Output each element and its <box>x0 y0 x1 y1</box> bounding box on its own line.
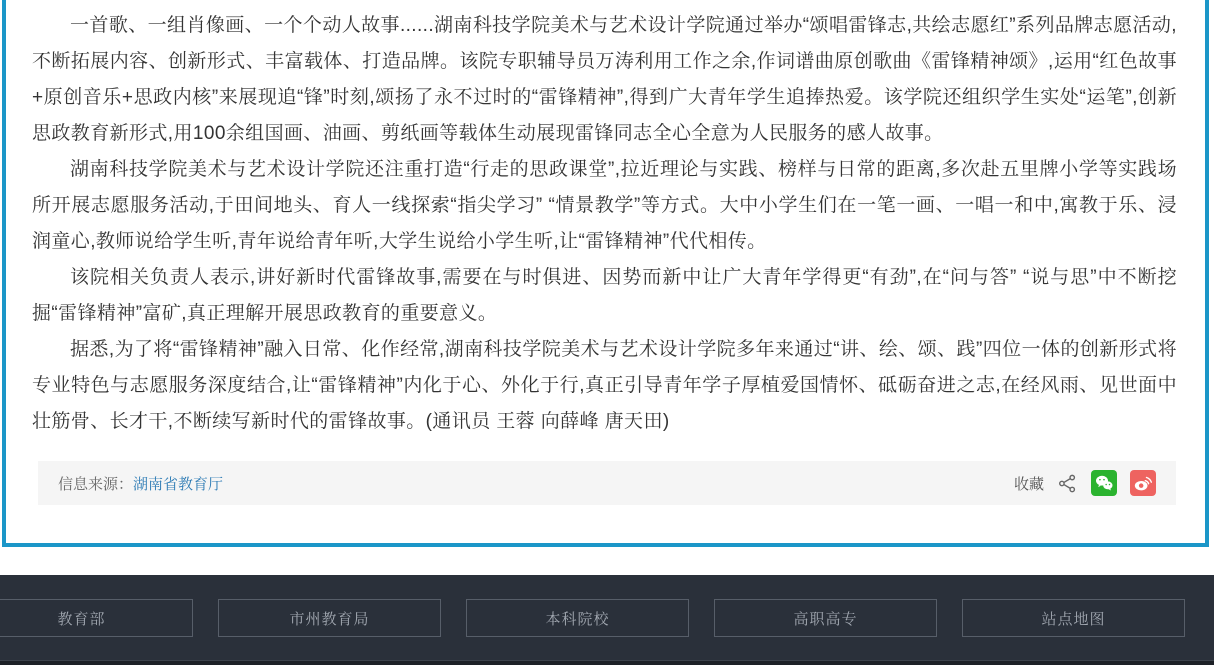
footer-link-vocational[interactable]: 高职高专 <box>714 599 937 637</box>
article-paragraph: 湖南科技学院美术与艺术设计学院还注重打造“行走的思政课堂”,拉近理论与实践、榜样与日常的距离,多次赴五里牌小学等实践场所开展志愿服务活动,于田间地头、育人一线探索“指尖学习” “情景教学”等方式。大中小学生们在一笔一画、一唱一和中,寓教于乐、浸润童心,教师说给学生听,青年说给青年听,大学生说给小学生听,让“雷锋精神”代代相传。 <box>32 159 1177 252</box>
footer <box>0 575 1214 665</box>
footer-link-universities[interactable]: 本科院校 <box>466 599 689 637</box>
article-body <box>6 0 1205 440</box>
source-bar <box>38 461 1176 505</box>
source-label: 信息来源： <box>58 475 134 493</box>
wechat-icon[interactable] <box>1091 470 1117 496</box>
footer-link-sitemap[interactable]: 站点地图 <box>962 599 1185 637</box>
footer-bottom-strip <box>0 660 1214 665</box>
source-link[interactable]: 湖南省教育厅 <box>133 475 224 493</box>
footer-link-moe[interactable]: 教育部 <box>0 599 193 637</box>
article-paragraph: 该院相关负责人表示,讲好新时代雷锋故事,需要在与时俱进、因势而新中让广大青年学得更“有劲”,在“问与答” “说与思”中不断挖掘“雷锋精神”富矿,真正理解开展思政教育的重要意义。 <box>32 267 1177 324</box>
article-panel <box>2 0 1209 547</box>
footer-nav <box>0 575 1214 637</box>
share-toolbar <box>1014 470 1156 496</box>
favorite-button[interactable]: 收藏 <box>1013 475 1044 493</box>
article-paragraph: 据悉,为了将“雷锋精神”融入日常、化作经常,湖南科技学院美术与艺术设计学院多年来通过“讲、绘、颂、践”四位一体的创新形式将专业特色与志愿服务深度结合,让“雷锋精神”内化于心、外化于行,真正引导青年学子厚植爱国情怀、砥砺奋进之志,在经风雨、见世面中壮筋骨、长才干,不断续写新时代的雷锋故事。(通讯员 王蓉 向薛峰 唐天田) <box>32 339 1177 432</box>
footer-link-city-bureaus[interactable]: 市州教育局 <box>218 599 441 637</box>
share-icon[interactable] <box>1057 473 1078 494</box>
article-paragraph: 一首歌、一组肖像画、一个个动人故事......湖南科技学院美术与艺术设计学院通过举办“颂唱雷锋志,共绘志愿红”系列品牌志愿活动,不断拓展内容、创新形式、丰富载体、打造品牌。该院专职辅导员万涛利用工作之余,作词谱曲原创歌曲《雷锋精神颂》,运用“红色故事+原创音乐+思政内核”来展现追“锋”时刻,颂扬了永不过时的“雷锋精神”,得到广大青年学生追捧热爱。该学院还组织学生实处“运笔”,创新思政教育新形式,用100余组国画、油画、剪纸画等载体生动展现雷锋同志全心全意为人民服务的感人故事。 <box>32 15 1177 144</box>
weibo-icon[interactable] <box>1130 470 1156 496</box>
